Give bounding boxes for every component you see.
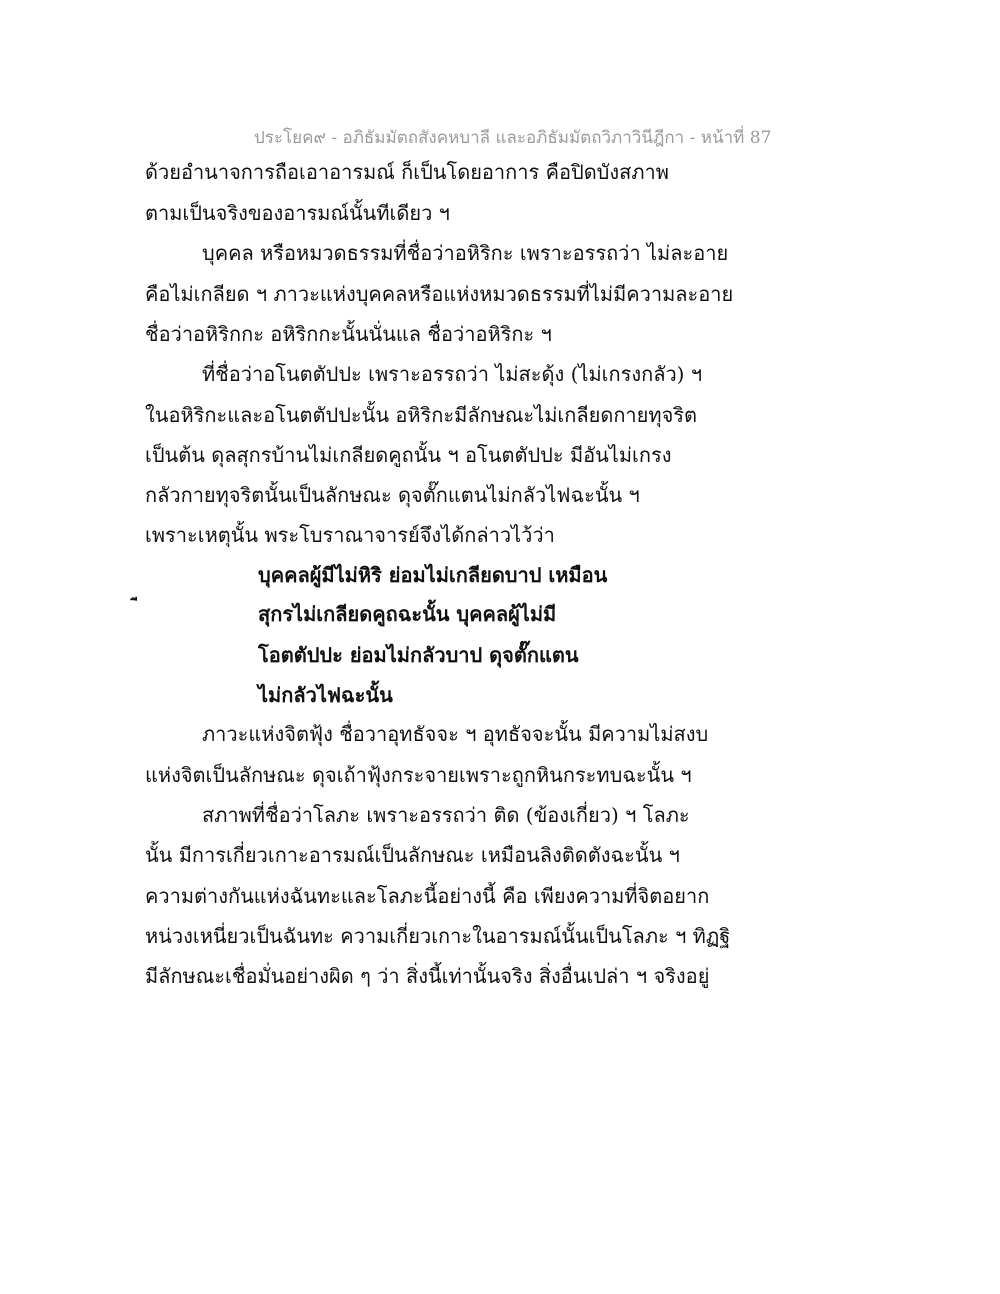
body-line: ชื่อว่าอหิริกกะ อหิริกกะนั้นนั่นแล ชื่อว่าอหิริกะ ฯ — [145, 322, 552, 346]
body-line: ในอหิริกะและอโนตตัปปะนั้น อหิริกะมีลักษณะไม่เกลียดกายทุจริต — [145, 403, 698, 427]
body-line: มีลักษณะเชื่อมั่นอย่างผิด ๆ ว่า สิ่งนี้เท่านั้นจริง สิ่งอื่นเปล่า ฯ จริงอยู่ — [145, 964, 710, 988]
body-line: หน่วงเหนี่ยวเป็นฉันทะ ความเกี่ยวเกาะในอารมณ์นั้นเป็นโลภะ ฯ ทิฏฐิ — [145, 924, 731, 948]
body-line: ด้วยอำนาจการถือเอาอารมณ์ ก็เป็นโดยอาการ คือปิดบังสภาพ — [145, 160, 669, 184]
verse-line: ไม่กลัวไฟฉะนั้น — [258, 683, 393, 707]
body-line: คือไม่เกลียด ฯ ภาวะแห่งบุคคลหรือแห่งหมวดธรรมที่ไม่มีความละอาย — [145, 282, 734, 306]
verse-line: บุคคลผู้มีไม่หิริ ย่อมไม่เกลียดบาป เหมือน — [258, 563, 608, 587]
verse-line: สุกรไม่เกลียดคูถฉะนั้น บุคคลผู้ไม่มี — [258, 602, 557, 626]
body-line: ภาวะแห่งจิตฟุ้ง ชื่อวาอุทธัจจะ ฯ อุทธัจจะนั้น มีความไม่สงบ — [202, 722, 709, 746]
body-line: เพราะเหตุนั้น พระโบราณาจารย์จึงได้กล่าวไว้ว่า — [145, 523, 555, 547]
running-header: ประโยค๙ - อภิธัมมัตถสังคหบาลี และอภิธัมมัตถวิภาวินีฎีกา - หน้าที่ 87 — [254, 128, 772, 148]
body-line: กลัวกายทุจริตนั้นเป็นลักษณะ ดุจตั๊กแตนไม่กลัวไฟฉะนั้น ฯ — [145, 483, 640, 507]
body-line: บุคคล หรือหมวดธรรมที่ชื่อว่าอหิริกะ เพราะอรรถว่า ไม่ละอาย — [202, 241, 729, 265]
body-line: สภาพที่ชื่อว่าโลภะ เพราะอรรถว่า ติด (ข้องเกี่ยว) ฯ โลภะ — [202, 803, 690, 827]
body-line: เป็นต้น ดุลสุกรบ้านไม่เกลียดคูถนั้น ฯ อโนตตัปปะ มีอันไม่เกรง — [145, 443, 672, 467]
body-line: นั้น มีการเกี่ยวเกาะอารมณ์เป็นลักษณะ เหมือนลิงติดตังฉะนั้น ฯ — [145, 843, 680, 867]
body-line: ที่ชื่อว่าอโนตตัปปะ เพราะอรรถว่า ไม่สะดุ้ง (ไม่เกรงกลัว) ฯ — [202, 362, 703, 386]
body-line: ความต่างกันแห่งฉันทะและโลภะนี้อย่างนี้ คือ เพียงความที่จิตอยาก — [145, 884, 710, 908]
verse-line: โอตตัปปะ ย่อมไม่กลัวบาป ดุจตั๊กแตน — [258, 643, 579, 667]
body-line: แห่งจิตเป็นลักษณะ ดุจเถ้าฟุ้งกระจายเพราะถูกหินกระทบฉะนั้น ฯ — [145, 763, 692, 787]
body-line: ตามเป็นจริงของอารมณ์นั้นทีเดียว ฯ — [145, 201, 450, 225]
